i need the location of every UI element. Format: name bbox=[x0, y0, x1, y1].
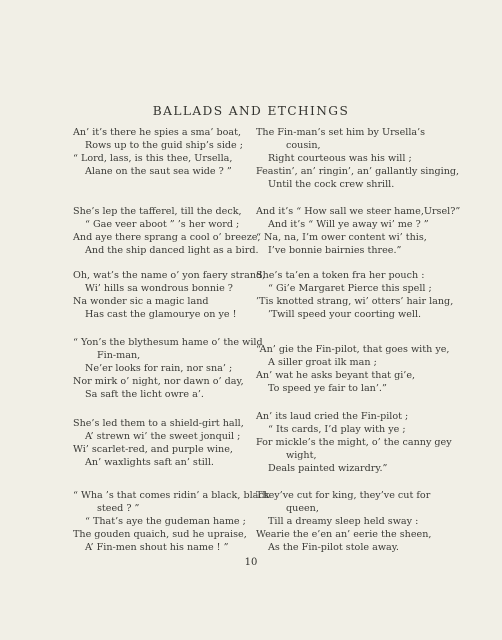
verse-line: To speed ye fair to lan’.” bbox=[268, 383, 387, 394]
verse-line: cousin, bbox=[286, 140, 321, 151]
verse-line: Nor mirk o’ night, nor dawn o’ day, bbox=[73, 376, 244, 387]
verse-line: queen, bbox=[286, 503, 319, 514]
stanza-right-6 bbox=[256, 489, 436, 554]
verse-line: I’ve bonnie bairnies three.” bbox=[268, 245, 402, 256]
stanza-left-4 bbox=[73, 336, 263, 401]
verse-line: Feastin’, an’ ringin’, an’ gallantly singing, bbox=[256, 166, 460, 177]
verse-line: A’ Fin-men shout his name ! ” bbox=[85, 542, 229, 553]
verse-line: The gouden quaich, sud he upraise, bbox=[73, 529, 247, 540]
verse-line: Sa saft the licht owre a’. bbox=[85, 389, 204, 400]
verse-line: “ Its cards, I’d play with ye ; bbox=[268, 424, 406, 435]
verse-line: ’Tis knotted strang, wi’ otters’ hair lang, bbox=[256, 296, 454, 307]
verse-line: Wearie the e’en an’ eerie the sheen, bbox=[256, 529, 432, 540]
stanza-right-1 bbox=[256, 126, 460, 191]
running-header: BALLADS AND ETCHINGS bbox=[152, 104, 350, 118]
verse-line: Has cast the glamourye on ye ! bbox=[85, 309, 237, 320]
verse-line: “ Wha ’s that comes ridin’ a black, black bbox=[73, 490, 270, 501]
verse-line: An’ wat he asks beyant that gi’e, bbox=[256, 370, 416, 381]
verse-line: Oh, wat’s the name o’ yon faery strand, bbox=[73, 270, 266, 281]
verse-line: “ Gae veer aboot ” ’s her word ; bbox=[85, 219, 240, 230]
verse-line: Rows up to the guid ship’s side ; bbox=[85, 140, 244, 151]
verse-line: A’ strewn wi’ the sweet jonquil ; bbox=[85, 431, 241, 442]
verse-line: She’s led them to a shield-girt hall, bbox=[73, 418, 244, 429]
verse-line: A siller groat ilk man ; bbox=[268, 357, 377, 368]
stanza-left-3 bbox=[73, 269, 266, 321]
verse-line: An’ its laud cried the Fin-pilot ; bbox=[256, 411, 409, 422]
verse-line: And it’s “ How sall we steer hame,Ursel?” bbox=[256, 206, 461, 217]
verse-line: Wi’ scarlet-red, and purple wine, bbox=[73, 444, 233, 455]
verse-line: Wi’ hills sa wondrous bonnie ? bbox=[85, 283, 233, 294]
verse-line: She’s lep the tafferel, till the deck, bbox=[73, 206, 242, 217]
verse-line: Ne’er looks for rain, nor sna’ ; bbox=[85, 363, 233, 374]
verse-line: “ Na, na, I’m ower content wi’ this, bbox=[256, 232, 427, 243]
verse-line: Until the cock crew shrill. bbox=[268, 179, 395, 190]
verse-line: For mickle’s the might, o’ the canny gey bbox=[256, 437, 452, 448]
verse-line: Deals painted wizardry.” bbox=[268, 463, 388, 474]
verse-line: Fin-man, bbox=[97, 350, 141, 361]
verse-line: And aye there sprang a cool o’ breeze, bbox=[73, 232, 261, 243]
verse-line: “ That’s aye the gudeman hame ; bbox=[85, 516, 246, 527]
stanza-right-2 bbox=[256, 205, 461, 257]
verse-line: An’ it’s there he spies a sma’ boat, bbox=[73, 127, 242, 138]
verse-line: And it’s “ Will ye away wi’ me ? ” bbox=[268, 219, 429, 230]
stanza-right-4 bbox=[256, 343, 450, 395]
stanza-right-5 bbox=[256, 410, 452, 475]
verse-line: She’s ta’en a token fra her pouch : bbox=[256, 270, 425, 281]
verse-line: Na wonder sic a magic land bbox=[73, 296, 209, 307]
verse-line: As the Fin-pilot stole away. bbox=[268, 542, 399, 553]
verse-line: steed ? ” bbox=[97, 503, 140, 514]
verse-line: An’ waxlights saft an’ still. bbox=[85, 457, 214, 468]
page-number: 10 bbox=[244, 557, 258, 568]
verse-line: ’Twill speed your coorting well. bbox=[268, 309, 422, 320]
stanza-left-2 bbox=[73, 205, 261, 257]
verse-line: And the ship danced light as a bird. bbox=[85, 245, 259, 256]
verse-line: “An’ gie the Fin-pilot, that goes with ye, bbox=[256, 344, 450, 355]
stanza-left-1 bbox=[73, 126, 251, 178]
verse-line: “ Yon’s the blythesum hame o’ the wild bbox=[73, 337, 263, 348]
verse-line: Alane on the saut sea wide ? ” bbox=[85, 166, 232, 177]
verse-line: Right courteous was his will ; bbox=[268, 153, 412, 164]
verse-line: “ Gi’e Margaret Pierce this spell ; bbox=[268, 283, 432, 294]
verse-line: wight, bbox=[286, 450, 317, 461]
stanza-left-5 bbox=[73, 417, 251, 469]
verse-line: Till a dreamy sleep held sway : bbox=[268, 516, 419, 527]
verse-line: The Fin-man’s set him by Ursella’s bbox=[256, 127, 426, 138]
verse-line: They’ve cut for king, they’ve cut for bbox=[256, 490, 431, 501]
stanza-right-3 bbox=[256, 269, 454, 321]
verse-line: “ Lord, lass, is this thee, Ursella, bbox=[73, 153, 233, 164]
stanza-left-6 bbox=[73, 489, 270, 554]
